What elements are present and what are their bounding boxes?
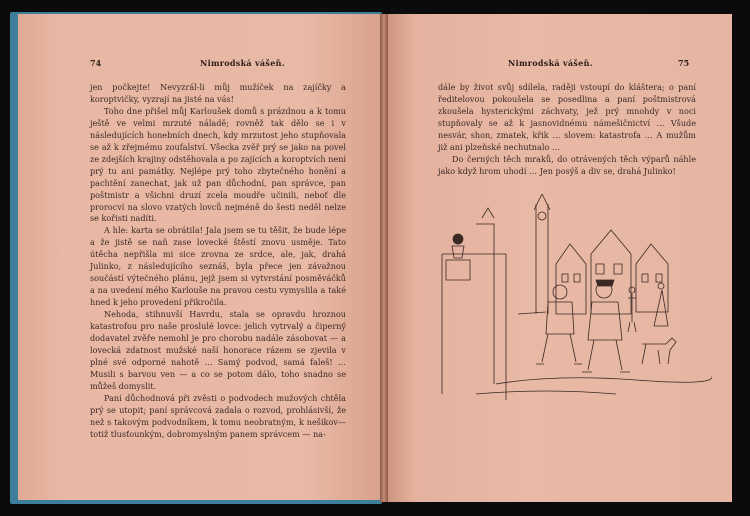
left-page-body <box>90 82 346 441</box>
left-paragraph-4: Nehoda, stihnuvší Havrdu, stala se opravdu hroznou katastrofou pro naše proslulé lovce: jelich vytrvalý a čiperný dodavatel zvěře nemohl je pro chorobu nadále zásobovat — a lovecká zdatnost mužské naší honorace rázem se zjevila v plné své odporné nahotě … Samý podvod, samá faleš! … Musili s barvou ven — a co se potom dálo, toho snadno se můžeš domyslit. <box>90 309 346 391</box>
left-running-title: Nimrodská vášeň. <box>200 58 285 68</box>
left-paragraph-1: jen počkejte! Nevyzrál-li můj mužíček na zajíčky a koroptvičky, vyzrají na jisté na vás! <box>90 82 346 104</box>
book-gutter <box>380 14 388 502</box>
left-paragraph-2: Toho dne přišel můj Karloušek domů s prázdnou a k tomu ještě ve velmi mrzuté náladě; rovněž tak dělo se i v následujících honebních dnech, kdy mrzutost jeho stupňovala se až k zřejmému zoufalství. Všecka zvěř prý se jako na povel ze zdejších krajiny odstěhovala a po zajících a koroptvích není prý tu ani památky. Nejlépe prý toho zbytečného honění a pachtění zanechat, jak už pan důchodní, pan správce, pan poštmistr a všichni druzí zcela moudře učinili, neboť dle prorocví na slovo vzatých lovců nejméně do šesti neděl nelze se kořisti nadíti. <box>90 105 346 224</box>
left-paragraph-3: A hle: karta se obrátila! Jala jsem se tu těšit, že bude lépe a že jistě se naň zase lovecké štěstí znovu usměje. Tato útěcha nepřišla mi sice zrovna ze srdce, ale, jak, drahá Julinko, z následujícího seznáš, byla přece jen závažnou součástí výtečného plánu, jejž jsem si vytvrstání posměváčků a na uvedení mého Karlouše na pravou cestu vymyslila a také hned k jeho provedení přikročila. <box>90 225 346 308</box>
right-page-body <box>438 82 696 178</box>
right-page-number: 75 <box>678 58 690 68</box>
town-square-hunters-illustration <box>436 194 712 400</box>
right-paragraph-2: Do černých těch mraků, do otrávených těch výparů náhle jako když hrom uhodí … Jen posýš a div se, drahá Julinko! <box>438 153 696 176</box>
left-paragraph-5: Paní důchodnová při zvěsti o podvodech mužových chtěla prý se utopit; paní správcová zadala o rozvod, prohlásivší, že než s takovým podvodníkem, k tomu neobratným, k nešikov— totiž tlusťounkým, dobromyslným panem správcem — na- <box>90 392 346 439</box>
right-running-title: Nimrodská vášeň. <box>508 58 593 68</box>
right-paragraph-1: dále by život svůj sdílela, raději vstoupí do kláštera; o paní ředitelovou pokoušela se posedlina a paní poštmistrová zkoušela hysterickými záchvaty, jež prý mnohdy v noci stupňovaly se až k jasnovidnému námešičnictví … Všude nesvár, shon, zmatek, křik … slovem: katastrofa … A mužům již ani plzeňské nechutnalo … <box>438 82 696 152</box>
left-page-number: 74 <box>90 58 102 68</box>
